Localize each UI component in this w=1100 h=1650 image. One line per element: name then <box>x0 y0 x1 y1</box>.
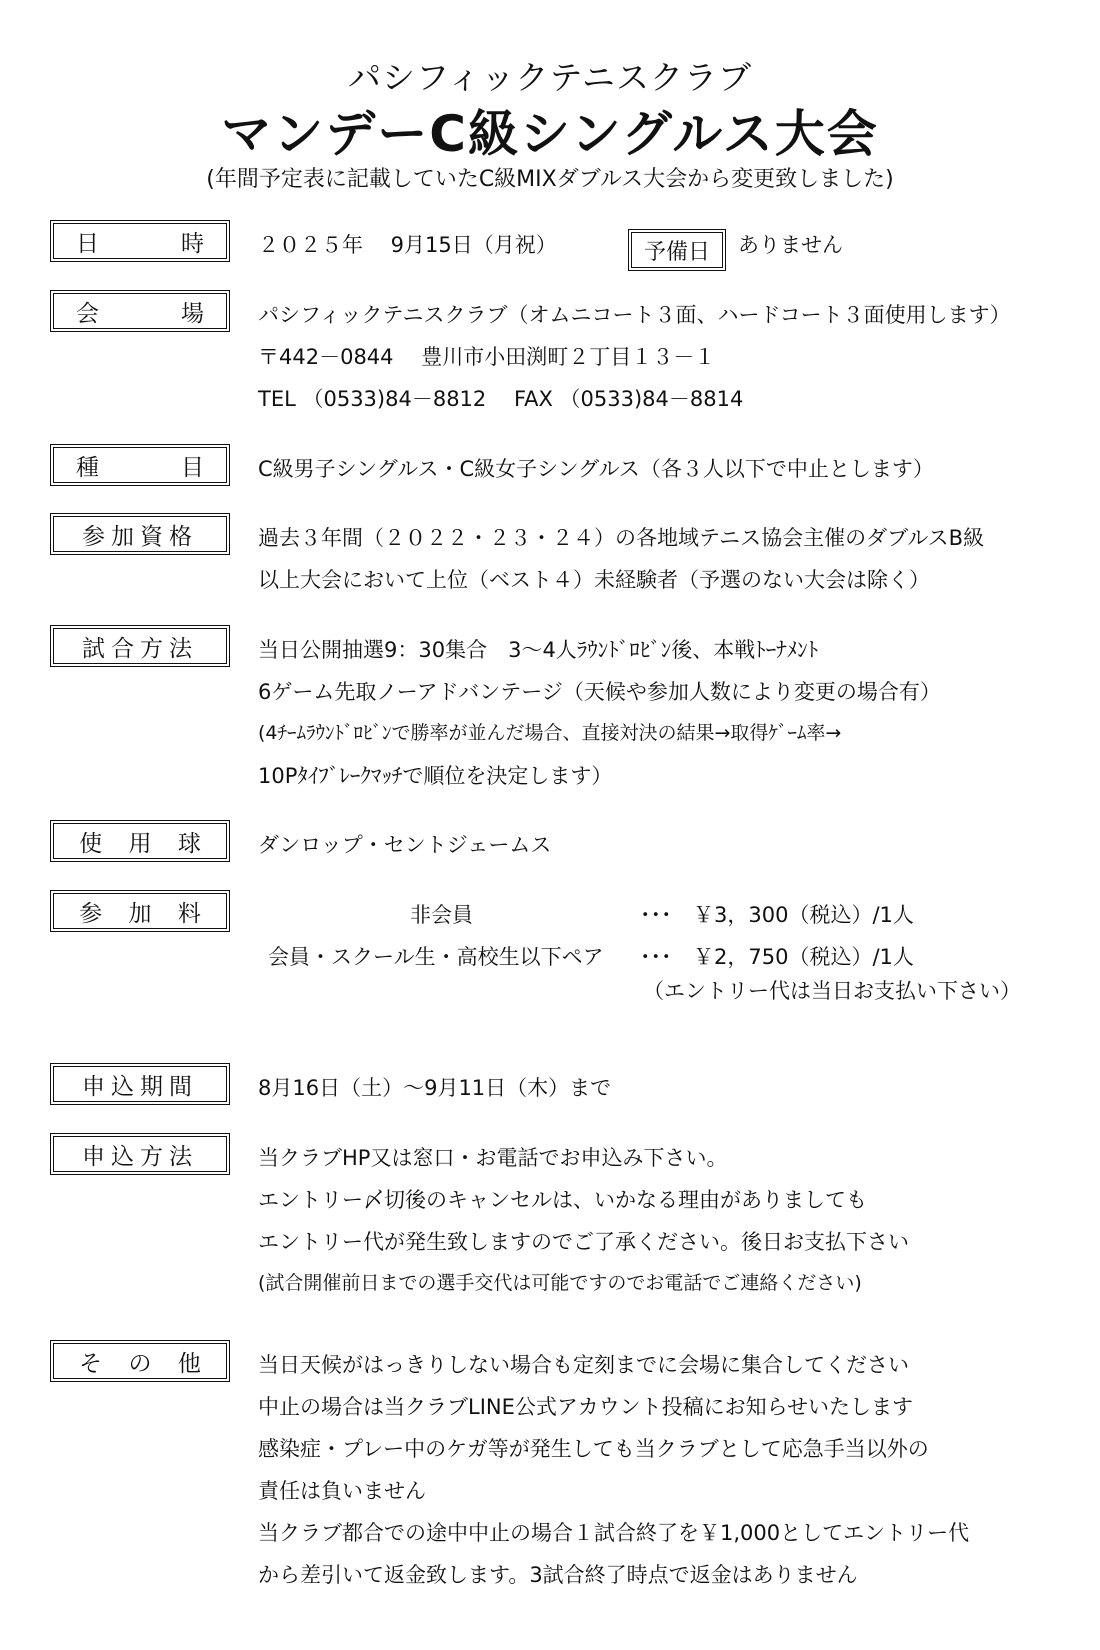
format-line: (4ﾁｰﾑﾗｳﾝﾄﾞﾛﾋﾞﾝで勝率が並んだ場合、直接対決の結果→取得ｹﾞｰﾑ率→ <box>258 722 842 744</box>
other-label: そ の 他 <box>50 1340 230 1382</box>
venue-line: パシフィックテニスクラブ（オムニコート３面、ハードコート３面使用します） <box>258 303 1011 327</box>
fee-row-name: 非会員 <box>410 903 473 927</box>
venue-label: 会 場 <box>50 290 230 332</box>
other-line: から差引いて返金致します。3試合終了時点で返金はありません <box>258 1563 858 1587</box>
other-line: 当日天候がはっきりしない場合も定刻までに会場に集合してください <box>258 1353 909 1377</box>
fee-note: （エントリー代は当日お支払い下さい） <box>643 979 1021 1003</box>
fee-row-price: ￥2，750（税込）/1人 <box>693 945 914 969</box>
event-value: C級男子シングルス・C級女子シングルス（各３人以下で中止とします） <box>258 457 934 481</box>
fee-row-price: ￥3，300（税込）/1人 <box>693 903 914 927</box>
format-label: 試合方法 <box>50 625 230 667</box>
other-line: 感染症・プレー中のケガ等が発生しても当クラブとして応急手当以外の <box>258 1437 929 1461</box>
fee-label: 参 加 料 <box>50 890 230 932</box>
spare-day-label: 予備日 <box>628 229 726 271</box>
ball-label: 使 用 球 <box>50 820 230 862</box>
event-label: 種 目 <box>50 444 230 486</box>
venue-contact: TEL （0533)84－8812 FAX （0533)84－8814 <box>258 387 744 411</box>
period-label: 申込期間 <box>50 1063 230 1105</box>
apply-line: (試合開催前日までの選手交代は可能ですのでお電話でご連絡ください) <box>258 1272 862 1294</box>
fee-row-name: 会員・スクール生・高校生以下ペア <box>268 945 604 969</box>
organizer-name: パシフィックテニスクラブ <box>347 58 753 97</box>
spare-day-value: ありません <box>738 233 843 257</box>
period-value: 8月16日（土）～9月11日（木）まで <box>258 1076 612 1100</box>
fee-row-dots: ･･･ <box>640 903 672 927</box>
ball-value: ダンロップ・セントジェームス <box>258 833 552 857</box>
eligibility-label: 参加資格 <box>50 513 230 555</box>
eligibility-line: 以上大会において上位（ベスト４）未経験者（予選のない大会は除く） <box>258 568 930 592</box>
other-line: 当クラブ都合での途中中止の場合１試合終了を￥1,000としてエントリー代 <box>258 1521 970 1545</box>
page-title: マンデーC級シングルス大会 <box>221 105 879 163</box>
apply-line: エントリー代が発生致しますのでご了承ください。後日お支払下さい <box>258 1230 909 1254</box>
format-line: 当日公開抽選9：30集合 3～4人ﾗｳﾝﾄﾞﾛﾋﾞﾝ後、本戦ﾄｰﾅﾒﾝﾄ <box>258 638 819 662</box>
fee-row-dots: ･･･ <box>640 945 672 969</box>
title-note: (年間予定表に記載していたC級MIXダブルス大会から変更致しました) <box>206 167 894 192</box>
date-label: 日 時 <box>50 220 230 262</box>
format-line: 10Pﾀｲﾌﾞﾚｰｸﾏｯﾁで順位を決定します） <box>258 764 613 788</box>
apply-label: 申込方法 <box>50 1133 230 1175</box>
other-line: 中止の場合は当クラブLINE公式アカウント投稿にお知らせいたします <box>258 1395 914 1419</box>
apply-line: 当クラブHP又は窓口・お電話でお申込み下さい。 <box>258 1146 728 1170</box>
date-value: ２０２５年 9月15日（月祝） <box>258 233 557 257</box>
eligibility-line: 過去３年間（２０２２・２３・２４）の各地域テニス協会主催のダブルスB級 <box>258 526 985 550</box>
format-line: 6ゲーム先取ノーアドバンテージ（天候や参加人数により変更の場合有） <box>258 680 941 704</box>
apply-line: エントリー〆切後のキャンセルは、いかなる理由がありましても <box>258 1188 867 1212</box>
other-line: 責任は負いません <box>258 1479 426 1503</box>
venue-address: 〒442－0844 豊川市小田渕町２丁目１３－１ <box>258 345 716 369</box>
